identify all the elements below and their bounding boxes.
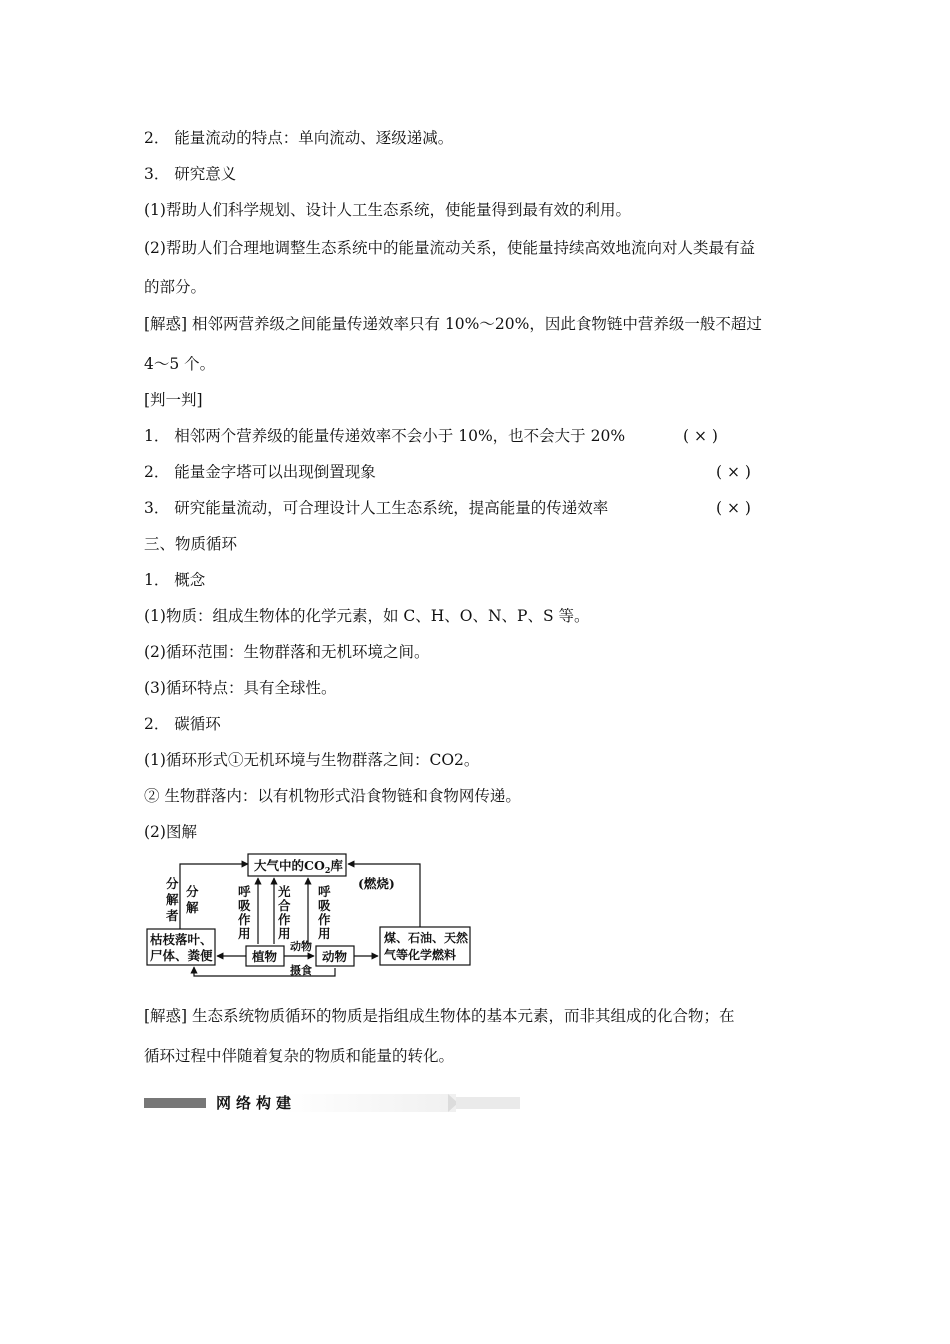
clarification-1: [解惑] 相邻两营养级之间能量传递效率只有 10%～20%，因此食物链中营养级一般不超过 xyxy=(144,315,762,333)
carbon-cycle-item-2: ② 生物群落内：以有机物形式沿食物链和食物网传递。 xyxy=(144,787,521,805)
label-photosynthesis-4: 用 xyxy=(278,926,291,941)
label-photosynthesis-3: 作 xyxy=(278,912,291,927)
node-fuel-line1: 煤、石油、天然 xyxy=(384,931,469,945)
section-bar-right-block xyxy=(456,1097,520,1109)
label-decomposer-3: 者 xyxy=(166,908,179,923)
carbon-cycle-heading: 2． 碳循环 xyxy=(144,715,221,733)
judge-answer-2: ( × ) xyxy=(716,463,751,481)
judge-answer-1: ( × ) xyxy=(683,427,718,445)
significance-item-2-cont: 的部分。 xyxy=(144,278,207,296)
concept-item-1: (1)物质：组成生物体的化学元素，如 C、H、O、N、P、S 等。 xyxy=(144,607,590,625)
label-animal-eat-1: 动物 xyxy=(290,940,312,953)
significance-item-2: (2)帮助人们合理地调整生态系统中的能量流动关系，使能量持续高效地流向对人类最有益 xyxy=(144,239,755,257)
judge-answer-3: ( × ) xyxy=(716,499,751,517)
label-animal-eat-2: 摄食 xyxy=(290,964,312,977)
node-litter-line2: 尸体、粪便 xyxy=(150,948,213,963)
carbon-cycle-item-1: (1)循环形式①无机环境与生物群落之间：CO2。 xyxy=(144,751,480,769)
label-decomposer-2: 解 xyxy=(166,892,179,907)
concept-heading: 1． 概念 xyxy=(144,571,206,589)
label-decomposer-1: 分 xyxy=(166,876,179,891)
node-litter-line1: 枯枝落叶、 xyxy=(150,932,213,947)
energy-flow-characteristics: 2． 能量流动的特点：单向流动、逐级递减。 xyxy=(144,129,454,147)
section-bar xyxy=(144,1094,520,1112)
label-respiration-right-1: 呼 xyxy=(318,884,331,899)
label-respiration-left-2: 吸 xyxy=(238,898,251,913)
concept-item-3: (3)循环特点：具有全球性。 xyxy=(144,679,337,697)
material-cycle-heading: 三、物质循环 xyxy=(144,535,238,553)
node-atmosphere-co2: 大气中的$CO_2$库 xyxy=(254,858,343,875)
carbon-cycle-diagram xyxy=(144,850,474,980)
clarification-2: [解惑] 生态系统物质循环的物质是指组成生物体的基本元素，而非其组成的化合物；在 xyxy=(144,1007,735,1025)
label-respiration-left-4: 用 xyxy=(238,926,251,941)
label-respiration-left-3: 作 xyxy=(238,912,251,927)
label-photosynthesis-1: 光 xyxy=(278,884,291,899)
judge-heading: [判一判] xyxy=(144,391,203,409)
label-respiration-right-2: 吸 xyxy=(318,898,331,913)
label-decompose-2: 解 xyxy=(186,900,199,915)
diagram-heading: (2)图解 xyxy=(144,823,197,841)
judge-item-1: 1． 相邻两个营养级的能量传递效率不会小于 10%，也不会大于 20% xyxy=(144,427,626,445)
section-bar-left-block xyxy=(144,1098,206,1108)
node-plant: 植物 xyxy=(252,949,278,964)
significance-item-1: (1)帮助人们科学规划、设计人工生态系统，使能量得到最有效的利用。 xyxy=(144,201,631,219)
section-bar-title: 网络构建 xyxy=(210,1094,456,1112)
judge-item-2: 2． 能量金字塔可以出现倒置现象 xyxy=(144,463,376,481)
label-photosynthesis-2: 合 xyxy=(278,898,291,913)
label-respiration-left-1: 呼 xyxy=(238,884,251,899)
judge-item-3: 3． 研究能量流动，可合理设计人工生态系统，提高能量的传递效率 xyxy=(144,499,609,517)
label-respiration-right-4: 用 xyxy=(318,926,331,941)
node-animal: 动物 xyxy=(322,949,348,964)
label-respiration-right-3: 作 xyxy=(318,912,331,927)
clarification-2-cont: 循环过程中伴随着复杂的物质和能量的转化。 xyxy=(144,1047,455,1065)
label-decompose-1: 分 xyxy=(186,884,199,899)
node-fuel-line2: 气等化学燃料 xyxy=(384,948,457,962)
concept-item-2: (2)循环范围：生物群落和无机环境之间。 xyxy=(144,643,430,661)
label-burning: (燃烧) xyxy=(358,876,395,891)
clarification-1-cont: 4～5 个。 xyxy=(144,355,216,373)
research-significance-heading: 3． 研究意义 xyxy=(144,165,237,183)
